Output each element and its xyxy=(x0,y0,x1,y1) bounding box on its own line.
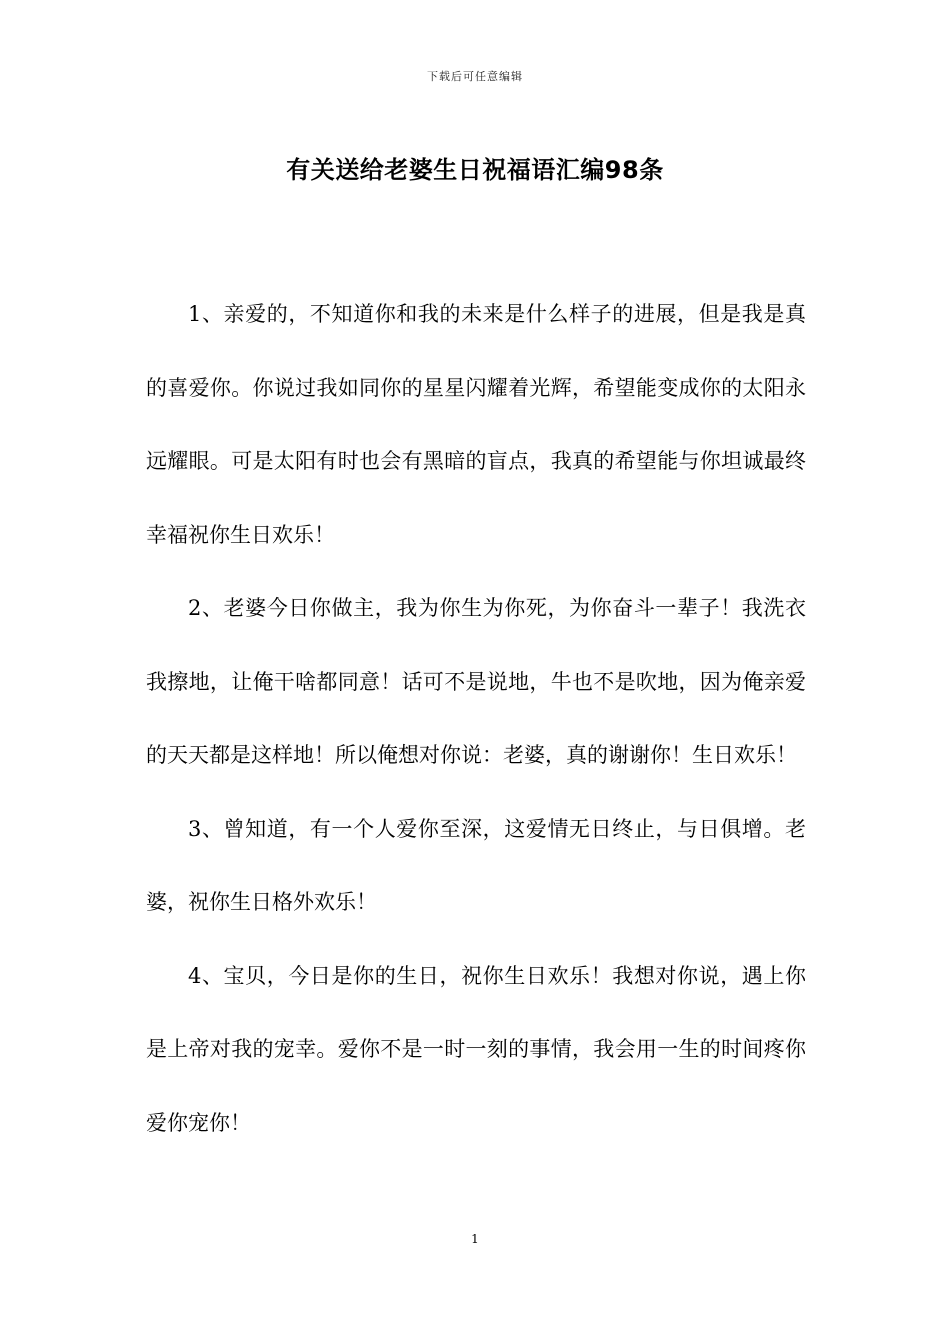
document-body xyxy=(146,278,806,1160)
header-note: 下载后可任意编辑 xyxy=(427,70,523,83)
paragraph-4: 4、宝贝，今日是你的生日，祝你生日欢乐！我想对你说，遇上你是上帝对我的宠幸。爱你不是一时一刻的事情，我会用一生的时间疼你爱你宠你！ xyxy=(146,963,806,1135)
page-number: 1 xyxy=(471,1232,479,1246)
document-title: 有关送给老婆生日祝福语汇编98条 xyxy=(286,156,664,184)
paragraph-3: 3、曾知道，有一个人爱你至深，这爱情无日终止，与日俱增。老婆，祝你生日格外欢乐！ xyxy=(146,816,806,914)
paragraph-1: 1、亲爱的，不知道你和我的未来是什么样子的进展，但是我是真的喜爱你。你说过我如同你的星星闪耀着光辉，希望能变成你的太阳永远耀眼。可是太阳有时也会有黑暗的盲点，我真的希望能与你坦诚最终幸福祝你生日欢乐！ xyxy=(146,302,806,547)
paragraph-2: 2、老婆今日你做主，我为你生为你死，为你奋斗一辈子！我洗衣我擦地，让俺干啥都同意！话可不是说地，牛也不是吹地，因为俺亲爱的天天都是这样地！所以俺想对你说：老婆，真的谢谢你！生日欢乐！ xyxy=(146,596,806,767)
